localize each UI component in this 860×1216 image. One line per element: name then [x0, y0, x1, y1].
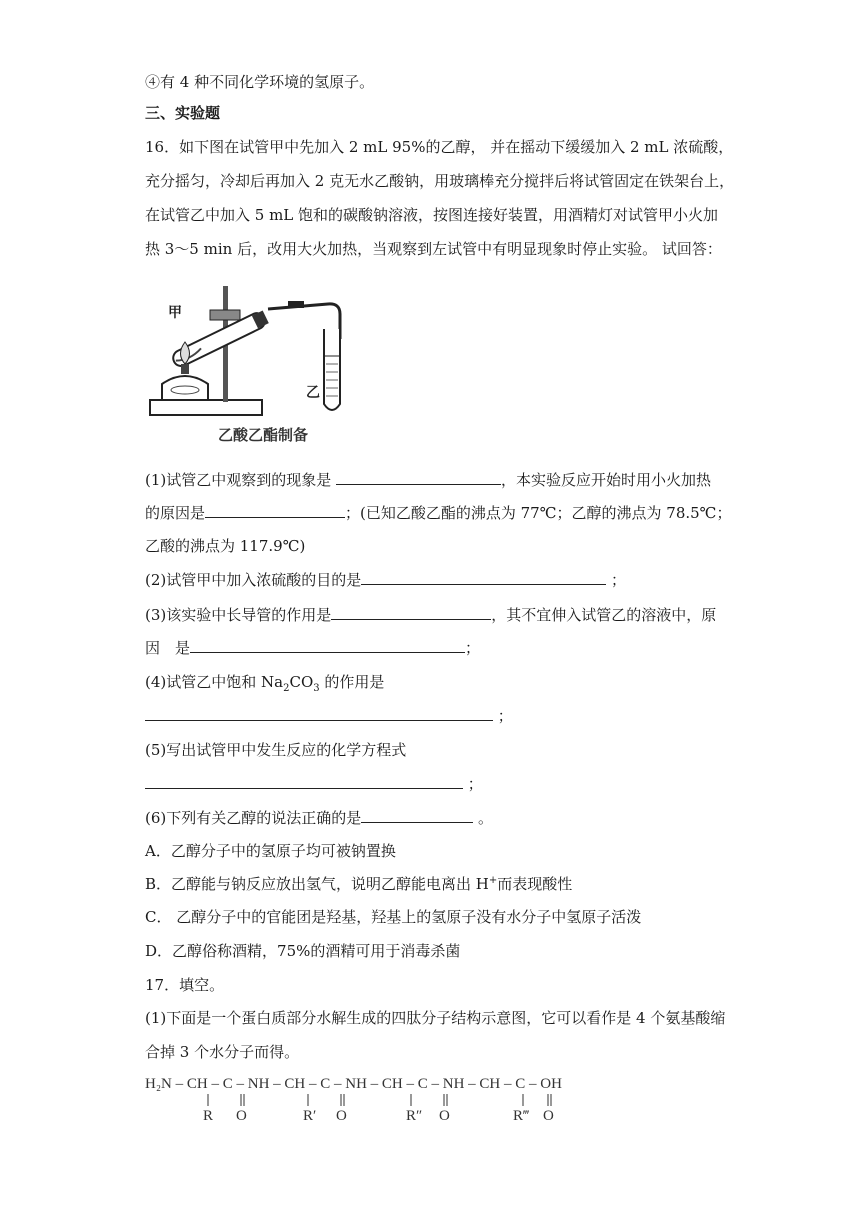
answer-blank	[190, 638, 465, 653]
test-tube-yi	[324, 329, 340, 410]
question-17: 17．填空。	[145, 976, 225, 994]
label-yi: 乙	[306, 385, 320, 401]
chain-main: H₂N – CH – C – NH – CH – C – NH – CH – C – NH – CH – C – OH	[145, 1076, 562, 1092]
answer-blank	[361, 808, 473, 823]
answer-blank	[361, 570, 606, 585]
answer-blank	[336, 470, 501, 485]
question-3-line1: (3)该实验中长导管的作用是 ，其不宜伸入试管乙的溶液中，原	[145, 606, 717, 624]
text-line: 16．如下图在试管甲中先加入 2 mL 95%的乙醇， 并在摇动下缓缓加入 2 mL 浓硫酸，	[145, 138, 734, 156]
chain-o2: O	[336, 1108, 347, 1124]
option-b: B．乙醇能与钠反应放出氢气，说明乙醇能电离出 H+而表现酸性	[145, 875, 573, 893]
chain-r3: R″	[406, 1108, 423, 1124]
question-4-answer: ；	[145, 706, 513, 726]
chain-o1: O	[236, 1108, 247, 1124]
label-jia: 甲	[168, 305, 182, 321]
tetrapeptide-structure	[145, 1074, 615, 1130]
alcohol-lamp	[162, 376, 208, 400]
option-a: A．乙醇分子中的氢原子均可被钠置换	[145, 842, 396, 860]
figure-caption: 乙酸乙酯制备	[218, 426, 309, 444]
text-line: ④有 4 种不同化学环境的氢原子。	[145, 73, 375, 91]
question-5: (5)写出试管甲中发生反应的化学方程式	[145, 741, 407, 759]
question-2: (2)试管甲中加入浓硫酸的目的是 ；	[145, 571, 627, 589]
answer-blank	[331, 605, 491, 620]
answer-blank	[205, 503, 345, 518]
text-line: 在试管乙中加入 5 mL 饱和的碳酸钠溶液，按图连接好装置，用酒精灯对试管甲小火加	[145, 206, 719, 224]
question-1-line2: 的原因是 ；(已知乙酸乙酯的沸点为 77℃；乙醇的沸点为 78.5℃；	[145, 504, 732, 522]
text-line: 热 3～5 min 后，改用大火加热，当观察到左试管中有明显现象时停止实验。 试回答：	[145, 240, 722, 258]
text-line: 充分摇匀，冷却后再加入 2 克无水乙酸钠，用玻璃棒充分搅拌后将试管固定在铁架台上，	[145, 172, 735, 190]
section-heading: 三、实验题	[145, 104, 221, 122]
option-d: D．乙醇俗称酒精，75%的酒精可用于消毒杀菌	[145, 942, 461, 960]
answer-blank	[145, 706, 493, 721]
chain-r1: R	[203, 1108, 214, 1124]
question-5-answer: ；	[145, 774, 483, 794]
question-3-line2: 因 是 ；	[145, 639, 481, 657]
clamp	[210, 310, 240, 320]
chain-o4: O	[543, 1108, 554, 1124]
chain-r4: R‴	[513, 1108, 530, 1124]
chain-o3: O	[439, 1108, 450, 1124]
stand-base	[150, 400, 262, 415]
question-1-line1: (1)试管乙中观察到的现象是 ，本实验反应开始时用小火加热	[145, 471, 712, 489]
text-line: 乙酸的沸点为 117.9℃)	[145, 537, 306, 555]
question-4: (4)试管乙中饱和 $Na_2CO_3$ 的作用是	[145, 673, 385, 694]
question-6: (6)下列有关乙醇的说法正确的是 。	[145, 809, 494, 827]
text-line: (1)下面是一个蛋白质部分水解生成的四肽分子结构示意图，它可以看作是 4 个氨基酸缩	[145, 1009, 726, 1027]
option-c: C． 乙醇分子中的官能团是羟基，羟基上的氢原子没有水分子中氢原子活泼	[145, 908, 642, 926]
text-line: 合掉 3 个水分子而得。	[145, 1043, 300, 1061]
answer-blank	[145, 774, 463, 789]
chain-r2: R′	[303, 1108, 317, 1124]
